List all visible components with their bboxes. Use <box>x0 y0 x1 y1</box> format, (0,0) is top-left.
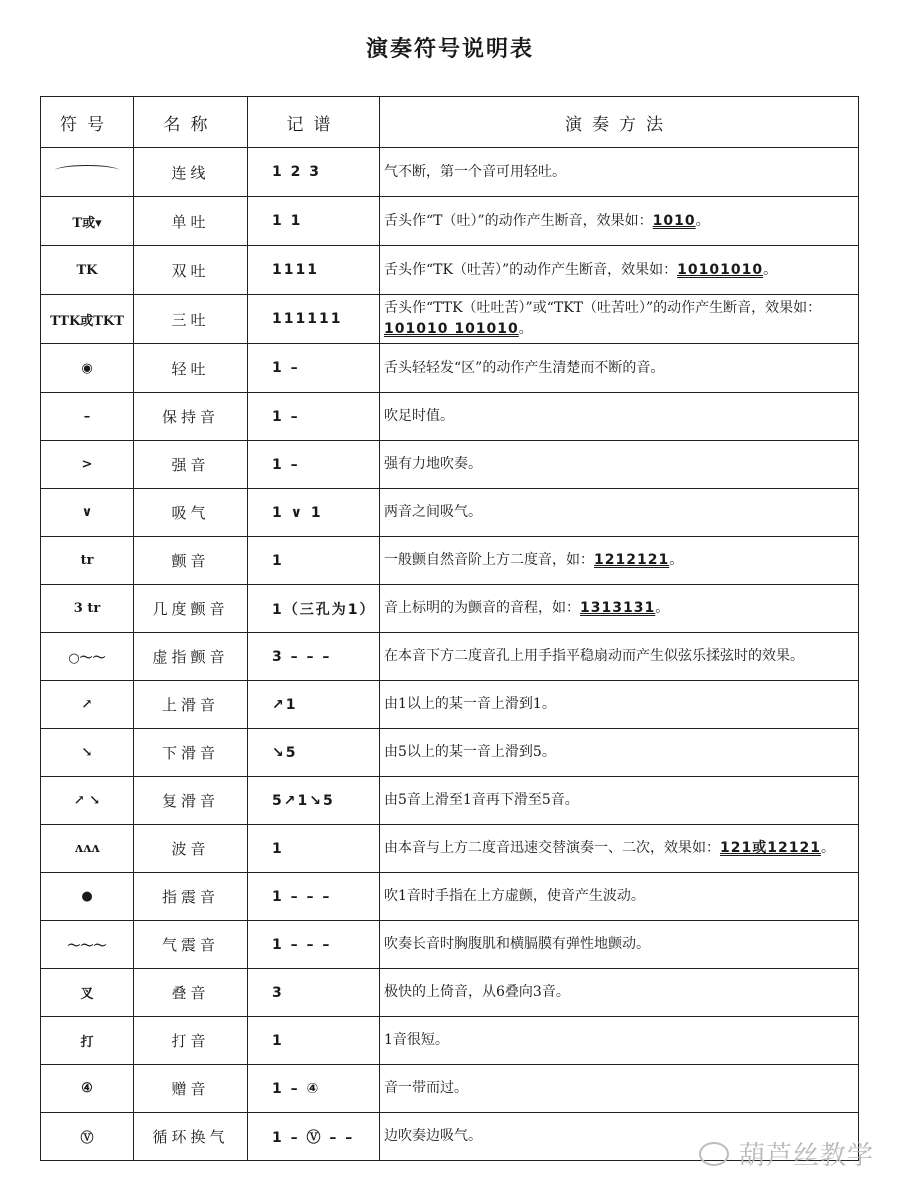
row-notation: ↘5 <box>248 729 380 777</box>
table-row <box>41 585 859 633</box>
row-method <box>380 441 859 489</box>
method-text: 极快的上倚音，从6叠向3音。 <box>384 984 570 1000</box>
method-text: 强有力地吹奏。 <box>384 456 482 472</box>
row-notation: 1 <box>248 825 380 873</box>
row-name: 赠音 <box>134 1065 248 1113</box>
table-row <box>41 537 859 585</box>
row-symbol: TTK或TKT <box>41 295 134 344</box>
row-name: 打音 <box>134 1017 248 1065</box>
row-notation: 1 <box>248 537 380 585</box>
table-row <box>41 873 859 921</box>
row-method <box>380 344 859 393</box>
row-symbol: tr <box>41 537 134 585</box>
row-notation: 1 – – – <box>248 873 380 921</box>
row-symbol: ↗ <box>41 681 134 729</box>
row-notation: 1 – – – <box>248 921 380 969</box>
row-method <box>380 633 859 681</box>
table-row <box>41 729 859 777</box>
method-text: 音一带而过。 <box>384 1080 468 1096</box>
row-symbol: T或▾ <box>41 197 134 246</box>
row-notation: 1 1 <box>248 197 380 246</box>
table-row <box>41 633 859 681</box>
row-notation: 1 – Ⓥ – – <box>248 1113 380 1161</box>
table-row <box>41 148 859 197</box>
row-method <box>380 197 859 246</box>
row-method <box>380 489 859 537</box>
row-symbol: 3 tr <box>41 585 134 633</box>
row-notation: 5↗1↘5 <box>248 777 380 825</box>
table-row <box>41 681 859 729</box>
row-symbol: – <box>41 393 134 441</box>
method-text: 舌头作“T（吐）”的动作产生断音，效果如： <box>384 212 653 229</box>
row-name: 双吐 <box>134 246 248 295</box>
table-row <box>41 1017 859 1065</box>
method-end: 。 <box>820 840 835 856</box>
method-example: 10101010 <box>677 261 764 278</box>
row-name: 上滑音 <box>134 681 248 729</box>
row-name: 指震音 <box>134 873 248 921</box>
row-name: 波音 <box>134 825 248 873</box>
table-row <box>41 295 859 344</box>
method-example: 121或12121 <box>720 840 821 856</box>
row-method <box>380 681 859 729</box>
row-method <box>380 393 859 441</box>
row-symbol: Ⓥ <box>41 1113 134 1161</box>
row-method <box>380 729 859 777</box>
method-end: 。 <box>669 552 684 568</box>
row-name: 几度颤音 <box>134 585 248 633</box>
method-text: 1音很短。 <box>384 1032 449 1048</box>
row-symbol: ↘ <box>41 729 134 777</box>
row-name: 单吐 <box>134 197 248 246</box>
row-name: 循环换气 <box>134 1113 248 1161</box>
row-notation: 1111 <box>248 246 380 295</box>
row-symbol: ◉ <box>41 344 134 393</box>
row-name: 三吐 <box>134 295 248 344</box>
page-title: 演奏符号说明表 <box>365 37 534 62</box>
header-symbol: 符号 <box>41 97 134 148</box>
row-notation: 3 <box>248 969 380 1017</box>
row-symbol: 叉 <box>41 969 134 1017</box>
row-notation: 1 – ④ <box>248 1065 380 1113</box>
header-method: 演奏方法 <box>380 97 859 148</box>
row-symbol: TK <box>41 246 134 295</box>
watermark-text: 葫芦丝教学 <box>738 1141 874 1171</box>
row-symbol: > <box>41 441 134 489</box>
row-name: 虚指颤音 <box>134 633 248 681</box>
wechat-icon <box>699 1142 729 1166</box>
row-symbol: ④ <box>41 1065 134 1113</box>
method-text: 吹1音时手指在上方虚颤，使音产生波动。 <box>384 888 645 904</box>
table-row <box>41 777 859 825</box>
row-name: 颤音 <box>134 537 248 585</box>
method-text: 一般颤自然音阶上方二度音，如： <box>384 552 594 568</box>
method-text: 两音之间吸气。 <box>384 504 482 520</box>
row-notation: 1 – <box>248 344 380 393</box>
row-notation: 1（三孔为1） <box>248 585 380 633</box>
row-method <box>380 1017 859 1065</box>
table-row <box>41 969 859 1017</box>
row-name: 保持音 <box>134 393 248 441</box>
row-notation: 3 – – – <box>248 633 380 681</box>
row-notation: 1 – <box>248 393 380 441</box>
row-symbol: ∨ <box>41 489 134 537</box>
table-row <box>41 344 859 393</box>
table-row <box>41 921 859 969</box>
row-method <box>380 585 859 633</box>
row-method <box>380 825 859 873</box>
row-notation: 1 2 3 <box>248 148 380 197</box>
method-text: 舌头作“TK（吐苦）”的动作产生断音，效果如： <box>384 261 678 278</box>
table-row <box>41 197 859 246</box>
method-text: 由5以上的某一音上滑到5。 <box>384 744 556 760</box>
row-symbol: ʌʌʌ <box>41 825 134 873</box>
row-notation: 1 – <box>248 441 380 489</box>
table-row <box>41 489 859 537</box>
method-text: 气不断，第一个音可用轻吐。 <box>384 163 566 180</box>
method-end: 。 <box>655 600 670 616</box>
method-example: 1010 <box>652 212 696 229</box>
method-text: 由1以上的某一音上滑到1。 <box>384 696 556 712</box>
method-end: 。 <box>518 321 533 337</box>
row-name: 轻吐 <box>134 344 248 393</box>
row-name: 叠音 <box>134 969 248 1017</box>
method-text: 由本音与上方二度音迅速交替演奏一、二次，效果如： <box>384 840 720 856</box>
method-text: 在本音下方二度音孔上用手指平稳扇动而产生似弦乐揉弦时的效果。 <box>384 648 804 664</box>
table-row <box>41 441 859 489</box>
row-notation: 111111 <box>248 295 380 344</box>
row-method <box>380 777 859 825</box>
method-text: 音上标明的为颤音的音程，如： <box>384 600 580 616</box>
method-text: 边吹奏边吸气。 <box>384 1128 482 1144</box>
row-symbol: ○～～ <box>41 633 134 681</box>
method-example: 101010 101010 <box>384 321 519 337</box>
table-header-row <box>41 97 859 148</box>
method-text: 由5音上滑至1音再下滑至5音。 <box>384 792 579 808</box>
table-row <box>41 393 859 441</box>
slur-arc-icon <box>55 165 119 176</box>
row-name: 气震音 <box>134 921 248 969</box>
method-example: 1313131 <box>580 600 656 616</box>
method-example: 1212121 <box>594 552 670 568</box>
row-name: 连线 <box>134 148 248 197</box>
row-notation: 1 ∨ 1 <box>248 489 380 537</box>
row-name: 下滑音 <box>134 729 248 777</box>
row-symbol: ～～～ <box>41 921 134 969</box>
table-row <box>41 1065 859 1113</box>
row-method <box>380 537 859 585</box>
method-text: 吹奏长音时胸腹肌和横膈膜有弹性地颤动。 <box>384 936 650 952</box>
header-name: 名称 <box>134 97 248 148</box>
row-method <box>380 148 859 197</box>
table-row <box>41 246 859 295</box>
method-text: 吹足时值。 <box>384 408 454 424</box>
row-notation: 1 <box>248 1017 380 1065</box>
row-method <box>380 1065 859 1113</box>
row-symbol: ↗ ↘ <box>41 777 134 825</box>
header-notation: 记谱 <box>248 97 380 148</box>
method-end: 。 <box>695 212 710 229</box>
row-method <box>380 969 859 1017</box>
method-end: 。 <box>763 261 778 278</box>
row-name: 吸气 <box>134 489 248 537</box>
row-method <box>380 295 859 344</box>
row-name: 强音 <box>134 441 248 489</box>
row-notation: ↗1 <box>248 681 380 729</box>
row-method <box>380 921 859 969</box>
row-method <box>380 246 859 295</box>
row-symbol: 打 <box>41 1017 134 1065</box>
row-method <box>380 873 859 921</box>
row-symbol: ● <box>41 873 134 921</box>
method-text: 舌头作“TTK（吐吐苦）”或“TKT（吐苦吐）”的动作产生断音，效果如： <box>384 300 822 316</box>
table-row <box>41 825 859 873</box>
watermark <box>699 1135 874 1172</box>
row-name: 复滑音 <box>134 777 248 825</box>
method-text: 舌头轻轻发“区”的动作产生清楚而不断的音。 <box>384 359 665 376</box>
notation-table <box>40 96 859 1161</box>
row-symbol <box>41 148 134 197</box>
